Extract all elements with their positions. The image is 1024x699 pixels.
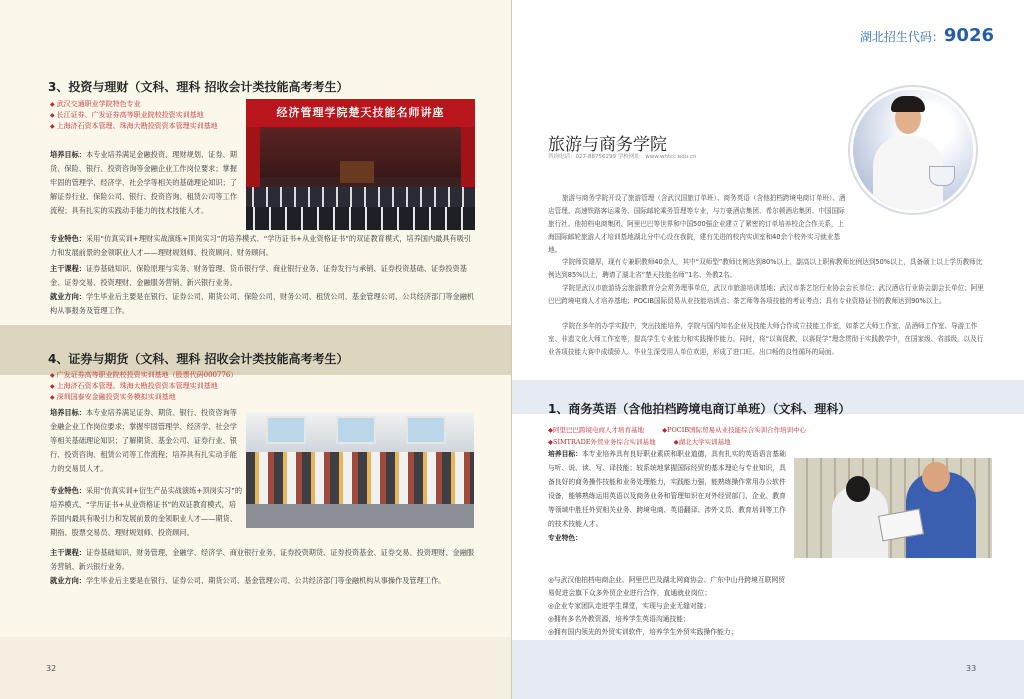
tag-item: ◆ 上海济石资本管理、珠海大勘投资资本管理实训基地 bbox=[50, 382, 218, 390]
left-footer bbox=[0, 637, 512, 699]
section-title-securities: 4、证券与期货（文科、理科 招收会计类技能高考考生） bbox=[48, 352, 349, 366]
tag-item: ◆ 深圳国泰安金融投资实务模拟实训基地 bbox=[50, 393, 176, 401]
library-photo bbox=[794, 458, 992, 558]
business-english-features bbox=[548, 574, 988, 639]
investment-career: 就业方向：学生毕业后主要是在银行、证券公司、期货公司、保险公司、财务公司、租赁公司、基金管理公司、公共经济部门等金融机构从事报务及管理工作。 bbox=[50, 292, 475, 315]
intro-paragraph: 学院是武汉市旅游协会旅游教育分会常务理事单位，武汉市旅游培训基地；武汉市茶艺馆行业协会会长单位；武汉酒店行业协会副会长单位；阿里巴巴跨境电商人才培养基地；POCIB国际贸易从业技能培训点；茶艺师等各项技能的考证考点；具有专业资格证书的教师达到90%以上。 bbox=[548, 284, 984, 305]
feature-item: ◎拥有多名外教资源，培养学生英语沟通技能； bbox=[548, 615, 690, 623]
intro-paragraph: 旅游与商务学院开设了旅游管理（含武汉国旅订单班）、商务英语（含他拍档跨境电商订单班）、酒店管理、高速铁路客运乘务、国际邮轮乘务管理等专业，与万豪酒店集团、希尔顿酒店集团、中国国际旅行社、他拍档电商集团、阿里巴巴等世界和中国500强企业建立了紧密的订单培养校企合作关系，上海国际邮轮旅游人才培训基地湖北分中心设在我院，建有先进的校内实训室和40余个校外实习就业基地。 bbox=[548, 194, 846, 254]
school-contact: 咨询电话：027-88756299 学校网址：www.whtcc.edu.cn bbox=[548, 154, 697, 160]
tag-item: ◆ 广发证券高等职业院校投资实训基地（股票代码000776） bbox=[50, 371, 238, 379]
business-english-tags bbox=[548, 424, 822, 448]
securities-career: 就业方向：学生毕业后主要是在银行、证券公司、期货公司、基金管理公司、公共经济部门等金融机构从事操作及管理工作。 bbox=[50, 576, 446, 585]
investment-courses: 主干课程：证券基础知识、保险原理与实务、财务管理、货币银行学、商业银行业务、证券发行与承销、证券投资基础、证券投资基金、证券交易、投资理财、金融服务营销、新兴银行业务。 bbox=[50, 264, 467, 287]
tag-item: ◆ 长江证券、广发证券高等职业院校投资实训基地 bbox=[50, 111, 204, 119]
investment-feature: 专业特色：采用“仿真实训+理财实战演练+顶岗实习”的培养模式、“学历证书+从业资格证书”的双证教育模式，培养国内最具有吸引力和发展前景的金领职业人才——理财规划师、投资顾问、财务顾问。 bbox=[50, 234, 472, 257]
securities-courses: 主干课程：证券基础知识、财务管理、金融学、经济学、商业银行业务、证券投资期货、证券投资基金、证券交易、投资理财、金融服务营销、新兴银行业务。 bbox=[50, 548, 475, 571]
right-page bbox=[512, 0, 1024, 699]
lecture-hall-photo bbox=[246, 99, 475, 230]
tea-art-photo bbox=[850, 87, 976, 213]
securities-tags bbox=[50, 370, 310, 403]
tag-item: ◆ 武汉交通职业学院特色专业 bbox=[50, 100, 141, 108]
tag-item: ◆湖北大学实训基地 bbox=[673, 438, 731, 446]
classroom-photo bbox=[246, 412, 474, 528]
investment-tags bbox=[50, 99, 240, 132]
page-number-left: 32 bbox=[46, 664, 57, 673]
securities-feature: 专业特色：采用“仿真实训+衍生产品实战演练+顶岗实习”的培养模式、“学历证书+从业资格证书”的双证教育模式，培养国内最具有吸引力和发展前景的金领职业人才——期货、期指、股票交易员、理财规划师、投资顾问。 bbox=[50, 486, 243, 537]
intro-paragraph: 学院在多年的办学实践中，突出技能培养，学院与国内知名企业及技能大师合作成立技能工作室，如茶艺大师工作室、品酒师工作室、导游工作室、非遗文化大师工作室等，提高学生专业能力和实践操作能力。同时，将“以赛促教，以赛促学”理念贯彻于实践教学中，在国家级、省部级，以及行业各项技能大赛中成绩骄人。毕业生深受用人单位欢迎，形成了进口旺、出口畅的良性循环的局面。 bbox=[548, 322, 984, 356]
investment-goal: 培养目标：本专业培养满足金融投资、理财规划、证券、期货、保险、银行、投资咨询等金融企业工作岗位要求；掌握牢固的管理学、经济学、社会学等相关的基础理论知识；了解证券行业、保险公司、银行、投资咨询、租赁公司等工作流程；具有扎实的实践动手能力的技术技能人才。 bbox=[50, 150, 237, 215]
section-title-investment: 3、投资与理财（文科、理科 招收会计类技能高考考生） bbox=[48, 80, 349, 94]
section-title-business-english: 1、商务英语（含他拍档跨境电商订单班）（文科、理科） bbox=[548, 402, 851, 416]
intro-paragraph: 学院师资雄厚，现有专兼职教师40余人，其中“双师型”教师比例达到80%以上，副高以上职称教师比例达到50%以上，具备硕士以上学历教师比例达到85%以上，聘请了湖北省“楚天技能名师”1名、外教2名。 bbox=[548, 258, 983, 279]
right-footer bbox=[512, 640, 1024, 699]
feature-item: ◎拥有国内领先的外贸实训软件，培养学生外贸实践操作能力； bbox=[548, 628, 738, 636]
feature-item: ◎与武汉他拍档电商企业、阿里巴巴及湖北网商协会、广东中山丹跨境互联网贸易促进会旗下众多外贸企业进行合作，直通就业岗位； bbox=[548, 576, 786, 597]
school-title: 旅游与商务学院 bbox=[548, 135, 667, 155]
tag-item: ◆阿里巴巴跨境电商人才培育基地 bbox=[548, 426, 644, 434]
securities-goal: 培养目标：本专业培养满足证券、期货、银行、投资咨询等金融企业工作岗位要求；掌握牢固管理学、经济学、社会学等相关基础理论知识；了解期货、基金公司、证券行业、银行、投资咨询、租赁公司等工作流程；培养具有扎实动手能力的交易员人才。 bbox=[50, 408, 237, 473]
admission-code: 湖北招生代码：9026 bbox=[859, 25, 994, 46]
feature-item: ◎企业专家团队走进学生课堂，实现与企业无缝对接； bbox=[548, 602, 711, 610]
business-english-goal: 培养目标：本专业培养具有良好职业素质和职业道德，具有扎实的英语语言基础与听、说、读、写、译技能；较系统地掌握国际经贸的基本理论与专业知识，具备良好的商务操作技能和业务处理能力，实践能力强，能熟练操作常用办公软件设备，能够熟练运用英语以及商务业务和管理知识在对外经贸部门、企业、教育等领域中胜任外贸相关业务、跨境电商、英语翻译、涉外文员、教育培训等工作的技术技能人才。 专业特色： bbox=[548, 450, 786, 542]
tag-item: ◆SIMTRADE外贸业务综合实训基地 bbox=[548, 438, 656, 446]
page-number-right: 33 bbox=[966, 664, 977, 673]
tag-item: ◆ 上海济石资本管理、珠海大勘投资资本管理实训基地 bbox=[50, 122, 218, 130]
tag-item: ◆POCIB国际贸易从业技能综合实训合作培训中心 bbox=[662, 426, 807, 434]
photo-banner-text: 经济管理学院楚天技能名师讲座 bbox=[246, 99, 475, 127]
